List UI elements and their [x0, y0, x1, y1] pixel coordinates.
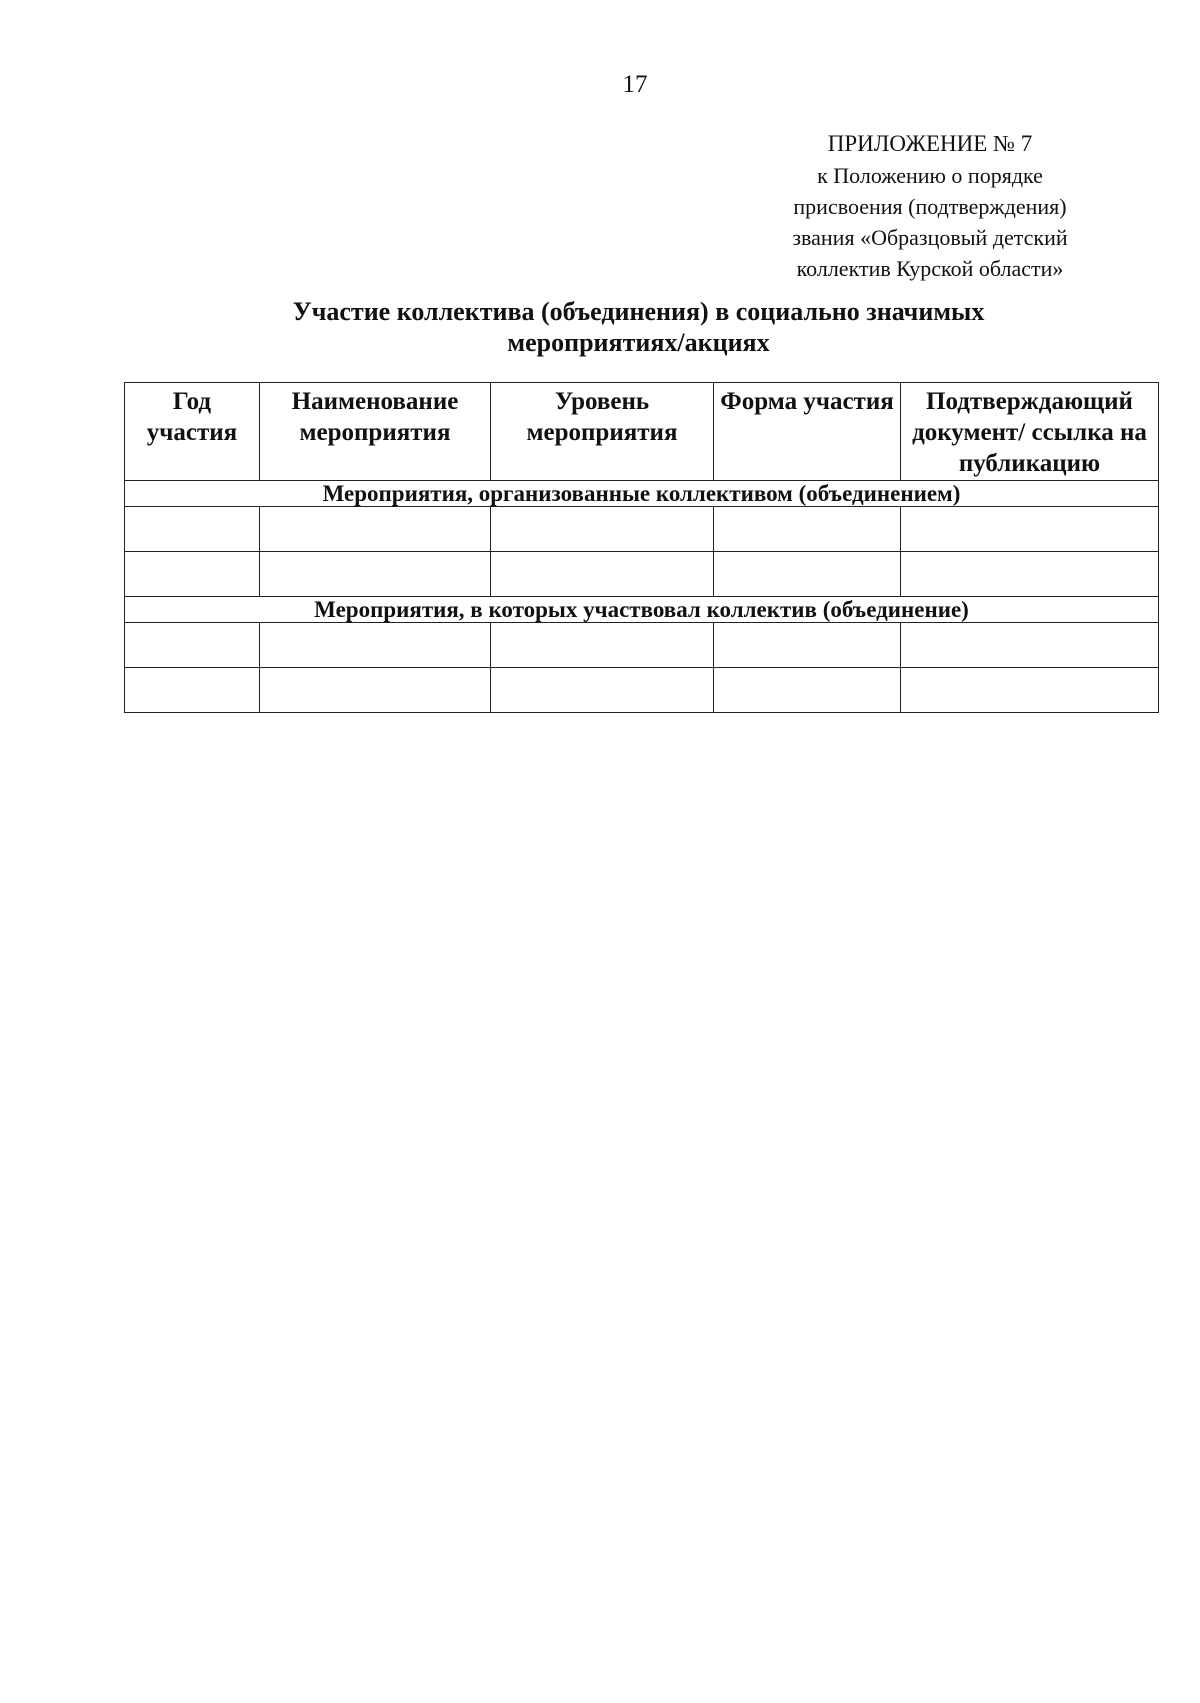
appendix-block	[770, 128, 1090, 284]
table-cell[interactable]	[125, 623, 260, 668]
table-cell[interactable]	[260, 668, 491, 713]
table-cell[interactable]	[491, 507, 714, 552]
header-confirming-document: Подтверждающий документ/ ссылка на публикацию	[901, 383, 1159, 481]
table-row	[125, 668, 1159, 713]
header-year: Год участия	[125, 383, 260, 481]
events-table	[124, 382, 1159, 713]
appendix-title: ПРИЛОЖЕНИЕ № 7	[827, 131, 1033, 156]
appendix-line: звания «Образцовый детский	[792, 225, 1068, 250]
table-cell[interactable]	[901, 623, 1159, 668]
table-row	[125, 552, 1159, 597]
header-event-name: Наименование мероприятия	[260, 383, 491, 481]
table-cell[interactable]	[260, 552, 491, 597]
section-row	[125, 481, 1159, 507]
appendix-line: коллектив Курской области»	[796, 256, 1064, 281]
table-cell[interactable]	[901, 552, 1159, 597]
table-header-row	[125, 383, 1159, 481]
table-cell[interactable]	[901, 507, 1159, 552]
section-participated-label: Мероприятия, в которых участвовал коллектив (объединение)	[125, 597, 1159, 623]
header-participation-form: Форма участия	[714, 383, 901, 481]
table-cell[interactable]	[491, 623, 714, 668]
document-title-line: мероприятиях/акциях	[507, 328, 770, 357]
table-cell[interactable]	[260, 623, 491, 668]
table-row	[125, 507, 1159, 552]
table-cell[interactable]	[714, 668, 901, 713]
table-cell[interactable]	[491, 668, 714, 713]
table-cell[interactable]	[491, 552, 714, 597]
table-cell[interactable]	[260, 507, 491, 552]
table-cell[interactable]	[125, 507, 260, 552]
table-cell[interactable]	[714, 623, 901, 668]
table-cell[interactable]	[125, 552, 260, 597]
appendix-line: к Положению о порядке	[817, 163, 1043, 188]
appendix-line: присвоения (подтверждения)	[793, 194, 1067, 219]
table-row	[125, 623, 1159, 668]
document-title	[120, 296, 1157, 358]
section-organized-label: Мероприятия, организованные коллективом (объединением)	[125, 481, 1159, 507]
table-cell[interactable]	[125, 668, 260, 713]
header-event-level: Уровень мероприятия	[491, 383, 714, 481]
table-cell[interactable]	[714, 552, 901, 597]
section-row	[125, 597, 1159, 623]
page-number: 17	[622, 71, 648, 98]
table-cell[interactable]	[714, 507, 901, 552]
table-cell[interactable]	[901, 668, 1159, 713]
document-title-line: Участие коллектива (объединения) в социально значимых	[292, 297, 985, 326]
